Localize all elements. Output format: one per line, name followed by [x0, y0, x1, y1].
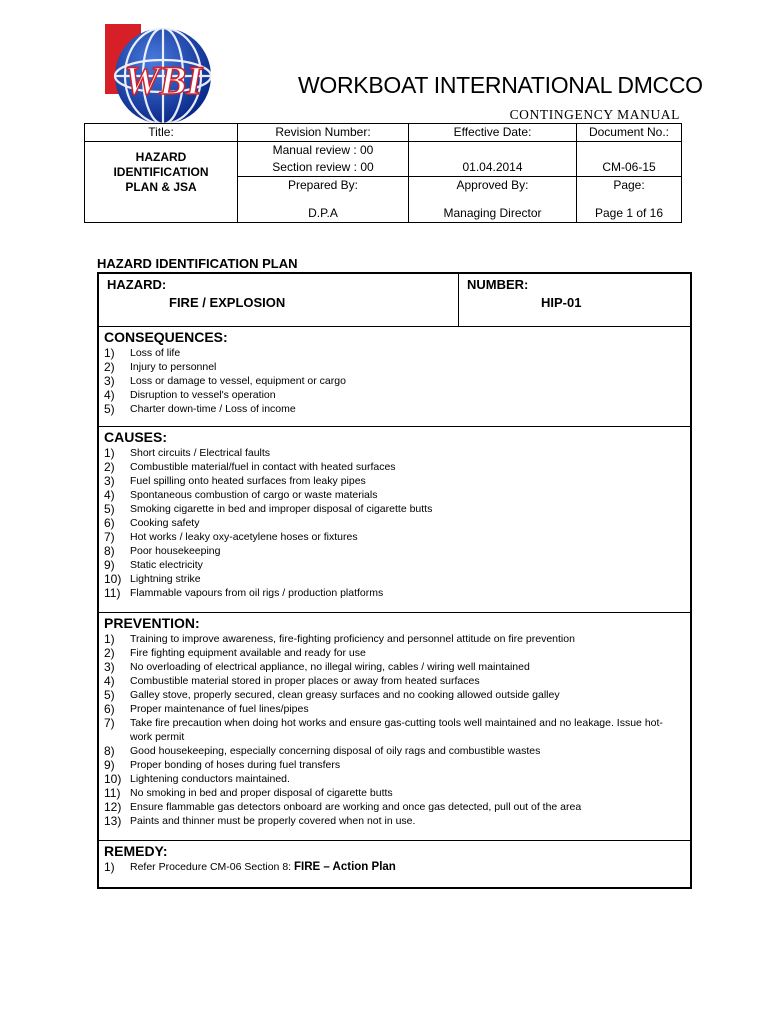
- item-text: Galley stove, properly secured, clean greasy surfaces and no cooking allowed outside galley: [130, 689, 560, 701]
- item-number: 5): [104, 688, 115, 702]
- consequences-heading: CONSEQUENCES:: [104, 329, 228, 345]
- hazard-plan-table: [97, 272, 692, 889]
- item-text: Flammable vapours from oil rigs / production platforms: [130, 587, 384, 599]
- list-item: [104, 388, 685, 402]
- prevention-heading: PREVENTION:: [104, 615, 200, 631]
- number-label: NUMBER:: [467, 277, 529, 292]
- causes-heading: CAUSES:: [104, 429, 168, 445]
- item-text: Lightening conductors maintained.: [130, 773, 290, 785]
- item-number: 1): [104, 346, 115, 360]
- item-text: Hot works / leaky oxy-acetylene hoses or fixtures: [130, 531, 358, 543]
- effective-date: 01.04.2014: [409, 142, 577, 177]
- list-item: [104, 800, 685, 814]
- document-header-table: [84, 123, 682, 223]
- item-number: 8): [104, 544, 115, 558]
- item-text: Poor housekeeping: [130, 545, 221, 557]
- item-number: 9): [104, 558, 115, 572]
- item-text: Lightning strike: [130, 573, 201, 585]
- consequences-list: [104, 346, 685, 416]
- item-text: Ensure flammable gas detectors onboard are working and once gas detected, pull out of the area: [130, 801, 582, 813]
- remedy-text: Refer Procedure CM-06 Section 8:: [130, 861, 292, 873]
- approved-label: Approved By:: [409, 177, 577, 195]
- list-item: [104, 660, 685, 674]
- hazard-cell: [99, 274, 459, 326]
- list-item: [104, 786, 685, 800]
- list-item: [104, 716, 685, 744]
- list-item: [104, 488, 685, 502]
- item-number: 5): [104, 402, 115, 416]
- consequences-section: [99, 327, 690, 427]
- number-cell: [459, 274, 690, 326]
- item-text: Spontaneous combustion of cargo or waste materials: [130, 489, 378, 501]
- list-item: [104, 586, 685, 600]
- list-item: [104, 502, 685, 516]
- document-number: CM-06-15: [577, 142, 682, 177]
- list-item: [104, 814, 685, 828]
- item-text: Fuel spilling onto heated surfaces from leaky pipes: [130, 475, 366, 487]
- list-item: [104, 632, 685, 646]
- hazard-label: HAZARD:: [107, 277, 167, 292]
- item-text: Static electricity: [130, 559, 203, 571]
- item-number: 11): [104, 786, 121, 800]
- item-text: Loss or damage to vessel, equipment or cargo: [130, 375, 346, 387]
- item-number: 7): [104, 716, 115, 730]
- remedy-link-text: FIRE – Action Plan: [294, 861, 396, 873]
- item-number: 9): [104, 758, 115, 772]
- list-item: [104, 772, 685, 786]
- item-number: 1): [104, 860, 115, 874]
- item-text: Disruption to vessel's operation: [130, 389, 276, 401]
- list-item: [104, 346, 685, 360]
- item-text: No overloading of electrical appliance, no illegal wiring, cables / wiring well maintained: [130, 661, 530, 673]
- section-title: HAZARD IDENTIFICATION PLAN: [97, 256, 298, 271]
- item-text: Combustible material/fuel in contact with heated surfaces: [130, 461, 396, 473]
- prepared-by: D.P.A: [238, 194, 409, 223]
- item-text: No smoking in bed and proper disposal of cigarette butts: [130, 787, 393, 799]
- list-item: [104, 530, 685, 544]
- hazard-row: [99, 274, 690, 327]
- item-text: Good housekeeping, especially concerning disposal of oily rags and combustible wastes: [130, 745, 541, 757]
- item-number: 5): [104, 502, 115, 516]
- item-number: 7): [104, 530, 115, 544]
- title-label: Title:: [85, 124, 238, 142]
- item-number: 11): [104, 586, 121, 600]
- list-item: [104, 516, 685, 530]
- list-item: [104, 674, 685, 688]
- item-text: Take fire precaution when doing hot works and ensure gas-cutting tools well maintained and no leakage. Issue hot-work permit: [130, 717, 663, 743]
- item-number: 4): [104, 674, 115, 688]
- revision-label: Revision Number:: [238, 124, 409, 142]
- list-item: [104, 860, 685, 874]
- prepared-label: Prepared By:: [238, 177, 409, 195]
- item-number: 13): [104, 814, 122, 828]
- item-text: Training to improve awareness, fire-fighting proficiency and personnel attitude on fire prevention: [130, 633, 575, 645]
- prevention-section: [99, 613, 690, 841]
- remedy-section: [99, 841, 690, 887]
- list-item: [104, 744, 685, 758]
- list-item: [104, 572, 685, 586]
- item-number: 10): [104, 572, 122, 586]
- page-label: Page:: [577, 177, 682, 195]
- causes-list: [104, 446, 685, 600]
- document-title: HAZARD IDENTIFICATION PLAN & JSA: [85, 142, 238, 223]
- list-item: [104, 474, 685, 488]
- number-value: HIP-01: [541, 295, 582, 310]
- item-number: 2): [104, 460, 115, 474]
- docno-label: Document No.:: [577, 124, 682, 142]
- item-text: Injury to personnel: [130, 361, 217, 373]
- list-item: [104, 758, 685, 772]
- manual-review: Manual review : 00: [238, 142, 409, 160]
- list-item: [104, 374, 685, 388]
- item-text: Proper bonding of hoses during fuel transfers: [130, 759, 341, 771]
- manual-name: CONTINGENCY MANUAL: [509, 107, 680, 122]
- item-text: Paints and thinner must be properly covered when not in use.: [130, 815, 416, 827]
- item-number: 3): [104, 474, 115, 488]
- item-number: 1): [104, 632, 115, 646]
- approved-by: Managing Director: [409, 194, 577, 223]
- item-number: 6): [104, 702, 115, 716]
- item-number: 3): [104, 660, 115, 674]
- item-number: 8): [104, 744, 115, 758]
- item-text: Short circuits / Electrical faults: [130, 447, 271, 459]
- remedy-heading: REMEDY:: [104, 843, 168, 859]
- item-number: 4): [104, 488, 115, 502]
- hazard-value: FIRE / EXPLOSION: [169, 295, 286, 310]
- item-text: Smoking cigarette in bed and improper disposal of cigarette butts: [130, 503, 433, 515]
- item-number: 4): [104, 388, 115, 402]
- list-item: [104, 646, 685, 660]
- logo-text: WBI: [124, 58, 202, 103]
- company-logo: [103, 18, 215, 130]
- prevention-list: [104, 632, 685, 828]
- item-number: 10): [104, 772, 122, 786]
- effective-label: Effective Date:: [409, 124, 577, 142]
- item-number: 12): [104, 800, 122, 814]
- remedy-list: [104, 860, 685, 874]
- list-item: [104, 446, 685, 460]
- item-text: Loss of life: [130, 347, 181, 359]
- list-item: [104, 360, 685, 374]
- item-number: 3): [104, 374, 115, 388]
- item-number: 1): [104, 446, 115, 460]
- list-item: [104, 558, 685, 572]
- list-item: [104, 544, 685, 558]
- item-number: 2): [104, 360, 115, 374]
- causes-section: [99, 427, 690, 613]
- section-review: Section review : 00: [238, 159, 409, 177]
- page-number: Page 1 of 16: [577, 194, 682, 223]
- item-text: Combustible material stored in proper places or away from heated surfaces: [130, 675, 480, 687]
- item-number: 2): [104, 646, 115, 660]
- company-name: WORKBOAT INTERNATIONAL DMCCO: [298, 72, 703, 98]
- item-text: Cooking safety: [130, 517, 200, 529]
- item-text: Proper maintenance of fuel lines/pipes: [130, 703, 309, 715]
- list-item: [104, 402, 685, 416]
- list-item: [104, 702, 685, 716]
- item-number: 6): [104, 516, 115, 530]
- item-text: Charter down-time / Loss of income: [130, 403, 296, 415]
- list-item: [104, 688, 685, 702]
- list-item: [104, 460, 685, 474]
- item-text: Fire fighting equipment available and ready for use: [130, 647, 366, 659]
